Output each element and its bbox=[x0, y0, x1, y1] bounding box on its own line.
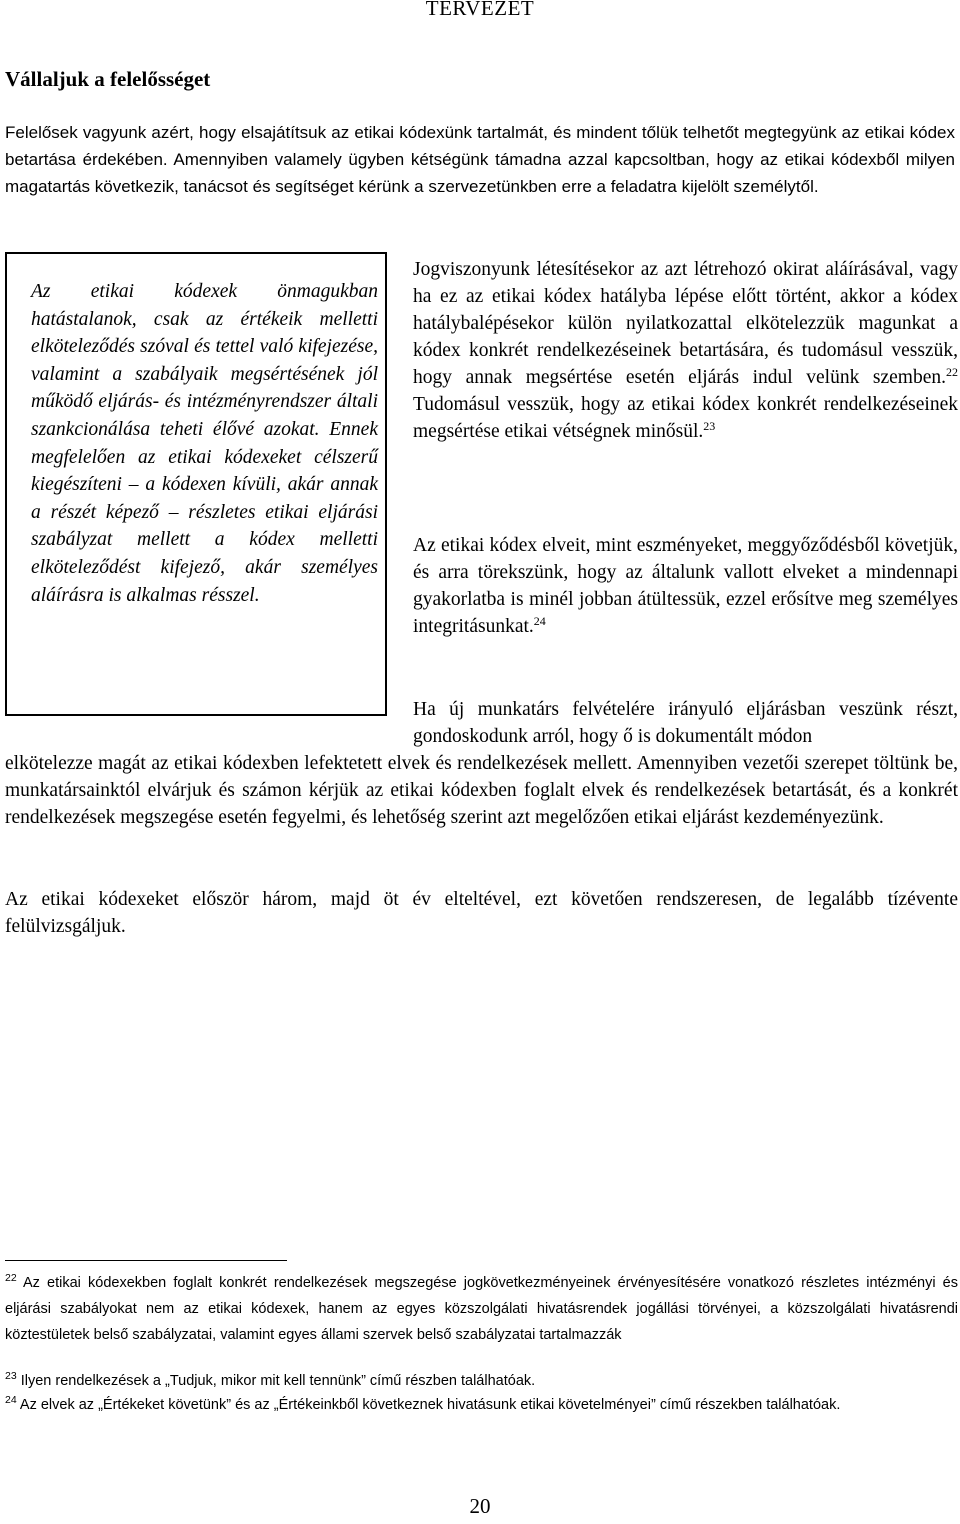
footnote-ref-24[interactable]: 24 bbox=[533, 614, 546, 628]
document-header: TERVEZET bbox=[425, 0, 535, 20]
footnote-ref-23[interactable]: 23 bbox=[703, 419, 716, 433]
footnote-text: Az elvek az „Értékeket követünk” és az „Értékeinkből következnek hivatásunk etikai követelményei” című részekben találhatóak. bbox=[16, 1397, 841, 1413]
full-paragraph-1: elkötelezze magát az etikai kódexben lefektetett elvek és rendelkezések mellett. Amennyiben vezetői szerepet töltünk be, munkatársainktól elvárjuk és számon kérjük az etikai kódexben foglalt elvek és rendelkezések betartását, és a konkrét rendelkezések megszegése esetén fegyelmi, és lehetőség szerint azt megelőzően etikai eljárást kezdeményezünk. bbox=[5, 753, 958, 828]
footnote-24 bbox=[5, 1392, 958, 1418]
footnote-number: 23 bbox=[5, 1370, 17, 1382]
footnote-number: 24 bbox=[5, 1394, 17, 1406]
footnote-text: Ilyen rendelkezések a „Tudjuk, mikor mit kell tennünk” című részben találhatóak. bbox=[16, 1373, 536, 1389]
paragraph-text: Az etikai kódex elveit, mint eszményeket, meggyőződésből követjük, és arra törekszünk, hogy az általunk vallott elveket a mindennapi gyakorlatba is minél jobban átültessük, ezzel erősítve meg személyes integritásunkat. bbox=[413, 535, 958, 637]
full-paragraph-2: Az etikai kódexeket először három, majd öt év elteltével, ezt követően rendszeresen, de legalább tízévente felülvizsgáljuk. bbox=[5, 889, 958, 937]
right-paragraph-3: Ha új munkatárs felvételére irányuló eljárásban veszünk részt, gondoskodunk arról, hogy ő is dokumentált módon bbox=[413, 699, 958, 747]
footnote-ref-22[interactable]: 22 bbox=[946, 365, 958, 379]
page-number: 20 bbox=[469, 1494, 491, 1518]
footnote-separator bbox=[5, 1260, 287, 1261]
intro-paragraph: Felelősek vagyunk azért, hogy elsajátítsuk az etikai kódexünk tartalmát, és mindent tőlük telhetőt megtegyünk az etikai kódex betartása érdekében. Amennyiben valamely ügyben kétségünk támadna azzal kapcsoltban, hogy az etikai kódexből milyen magatartás következik, tanácsot és segítséget kérünk a szervezetünkben erre a feladatra kijelölt személytől. bbox=[5, 123, 955, 196]
right-paragraph-1 bbox=[413, 256, 958, 445]
footnote-22 bbox=[5, 1270, 958, 1348]
paragraph-text: Tudomásul vesszük, hogy az etikai kódex konkrét rendelkezéseinek megsértése etikai vétségnek minősül. bbox=[413, 394, 958, 442]
right-paragraph-2 bbox=[413, 532, 958, 640]
section-title: Vállaljuk a felelősséget bbox=[5, 67, 211, 91]
footnote-text: Az etikai kódexekben foglalt konkrét rendelkezések megszegése jogkövetkezményeinek érvényesítésére vonatkozó részletes intézményi és eljárási szabályokat nem az etikai kódexek, hanem az egyes közszolgálati hivatásrendek jogállási törvényei, a közszolgálati hivatásrendi köztestületek belső szabályzatai, valamint egyes állami szervek belső szabályzatai tartalmazzák bbox=[5, 1275, 958, 1343]
paragraph-text: Jogviszonyunk létesítésekor az azt létrehozó okirat aláírásával, vagy ha ez az etikai kódex hatályba lépése előtt történt, akkor a kódex hatálybalépésekor külön nyilatkozattal elkötelezzük magunkat a kódex konkrét rendelkezéseinek betartására, és tudomásul vesszük, hogy annak megsértése esetén eljárás indul velünk szemben. bbox=[413, 259, 958, 388]
footnote-23 bbox=[5, 1368, 958, 1394]
highlight-box bbox=[5, 252, 387, 716]
highlight-box-text: Az etikai kódexek önmagukban hatástalanok, csak az értékeik melletti elköteleződés szóval és tettel való kifejezése, valamint a szabályaik megsértésének jól működő eljárás- és intézményrendszer általi szankcionálása teheti élővé azokat. Ennek megfelelően az etikai kódexeket célszerű kiegészíteni – a kódexen kívüli, akár annak a részét képező – részletes etikai eljárási szabályzat mellett a kódex melletti elköteleződést kifejező, akár személyes aláírásra is alkalmas résszel. bbox=[31, 281, 378, 606]
footnote-number: 22 bbox=[5, 1272, 17, 1284]
